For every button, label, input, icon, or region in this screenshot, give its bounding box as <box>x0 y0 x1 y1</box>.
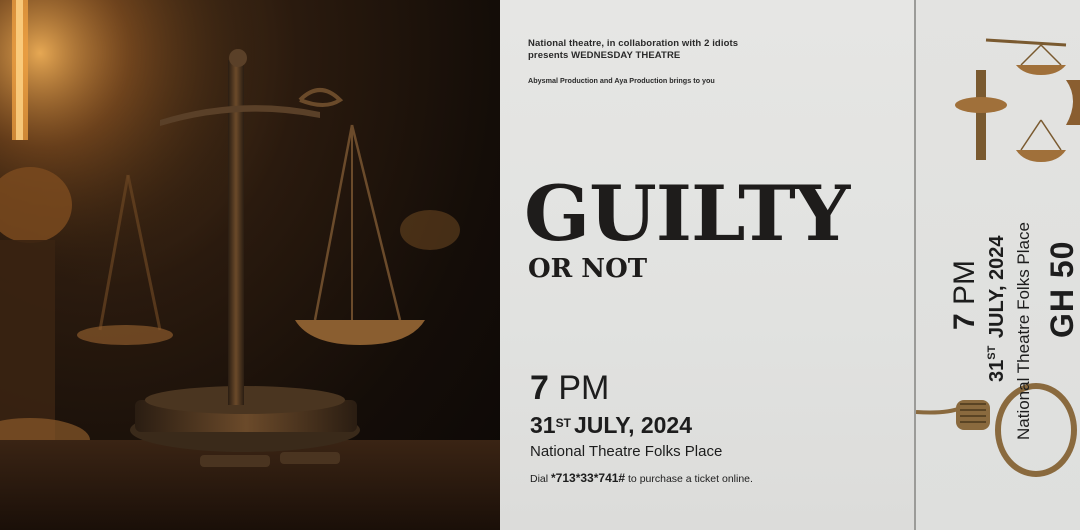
presenter-line-2 <box>528 50 738 62</box>
show-date <box>530 412 692 438</box>
presenter-prefix: presents <box>528 50 569 61</box>
production-line: Abysmal Production and Aya Production brings to you <box>528 76 715 85</box>
time-suffix: PM <box>558 369 610 407</box>
dial-prefix: Dial <box>530 473 549 485</box>
date-month-year: JULY, 2024 <box>573 412 693 438</box>
date-day: 31 <box>530 412 556 438</box>
stub-time-suffix: PM <box>948 259 981 305</box>
ticket-main <box>500 0 914 530</box>
stub-time <box>948 260 982 330</box>
date-ordinal: ST <box>555 416 571 430</box>
stub-time-number: 7 <box>948 313 981 330</box>
stub-date <box>986 235 1009 382</box>
presenter-line-1: National theatre, in collaboration with 2 idiots <box>528 38 739 49</box>
noose-icon <box>916 386 1074 474</box>
scales-of-justice-icon <box>955 40 1080 162</box>
stub-venue: National Theatre Folks Place <box>1014 222 1033 440</box>
stub-date-ordinal: ST <box>986 345 998 360</box>
ticket-stub <box>916 0 1080 530</box>
dial-code: *713*33*741# <box>551 471 626 485</box>
dial-suffix: to purchase a ticket online. <box>628 473 753 485</box>
stub-date-month-year: JULY, 2024 <box>986 235 1008 339</box>
dial-instructions <box>530 471 753 485</box>
presenter-series: WEDNESDAY THEATRE <box>571 50 681 61</box>
venue: National Theatre Folks Place <box>530 443 723 460</box>
scales-of-justice-photo <box>0 0 500 530</box>
show-time <box>530 370 609 406</box>
show-title: GUILTY <box>524 169 850 258</box>
time-number: 7 <box>530 369 549 407</box>
scales-illustration <box>0 0 500 530</box>
ticket-price: GH 50 <box>1044 240 1080 338</box>
presenter-text <box>528 38 738 62</box>
show-subtitle: OR NOT <box>528 254 648 284</box>
stub-date-day: 31 <box>986 359 1008 382</box>
